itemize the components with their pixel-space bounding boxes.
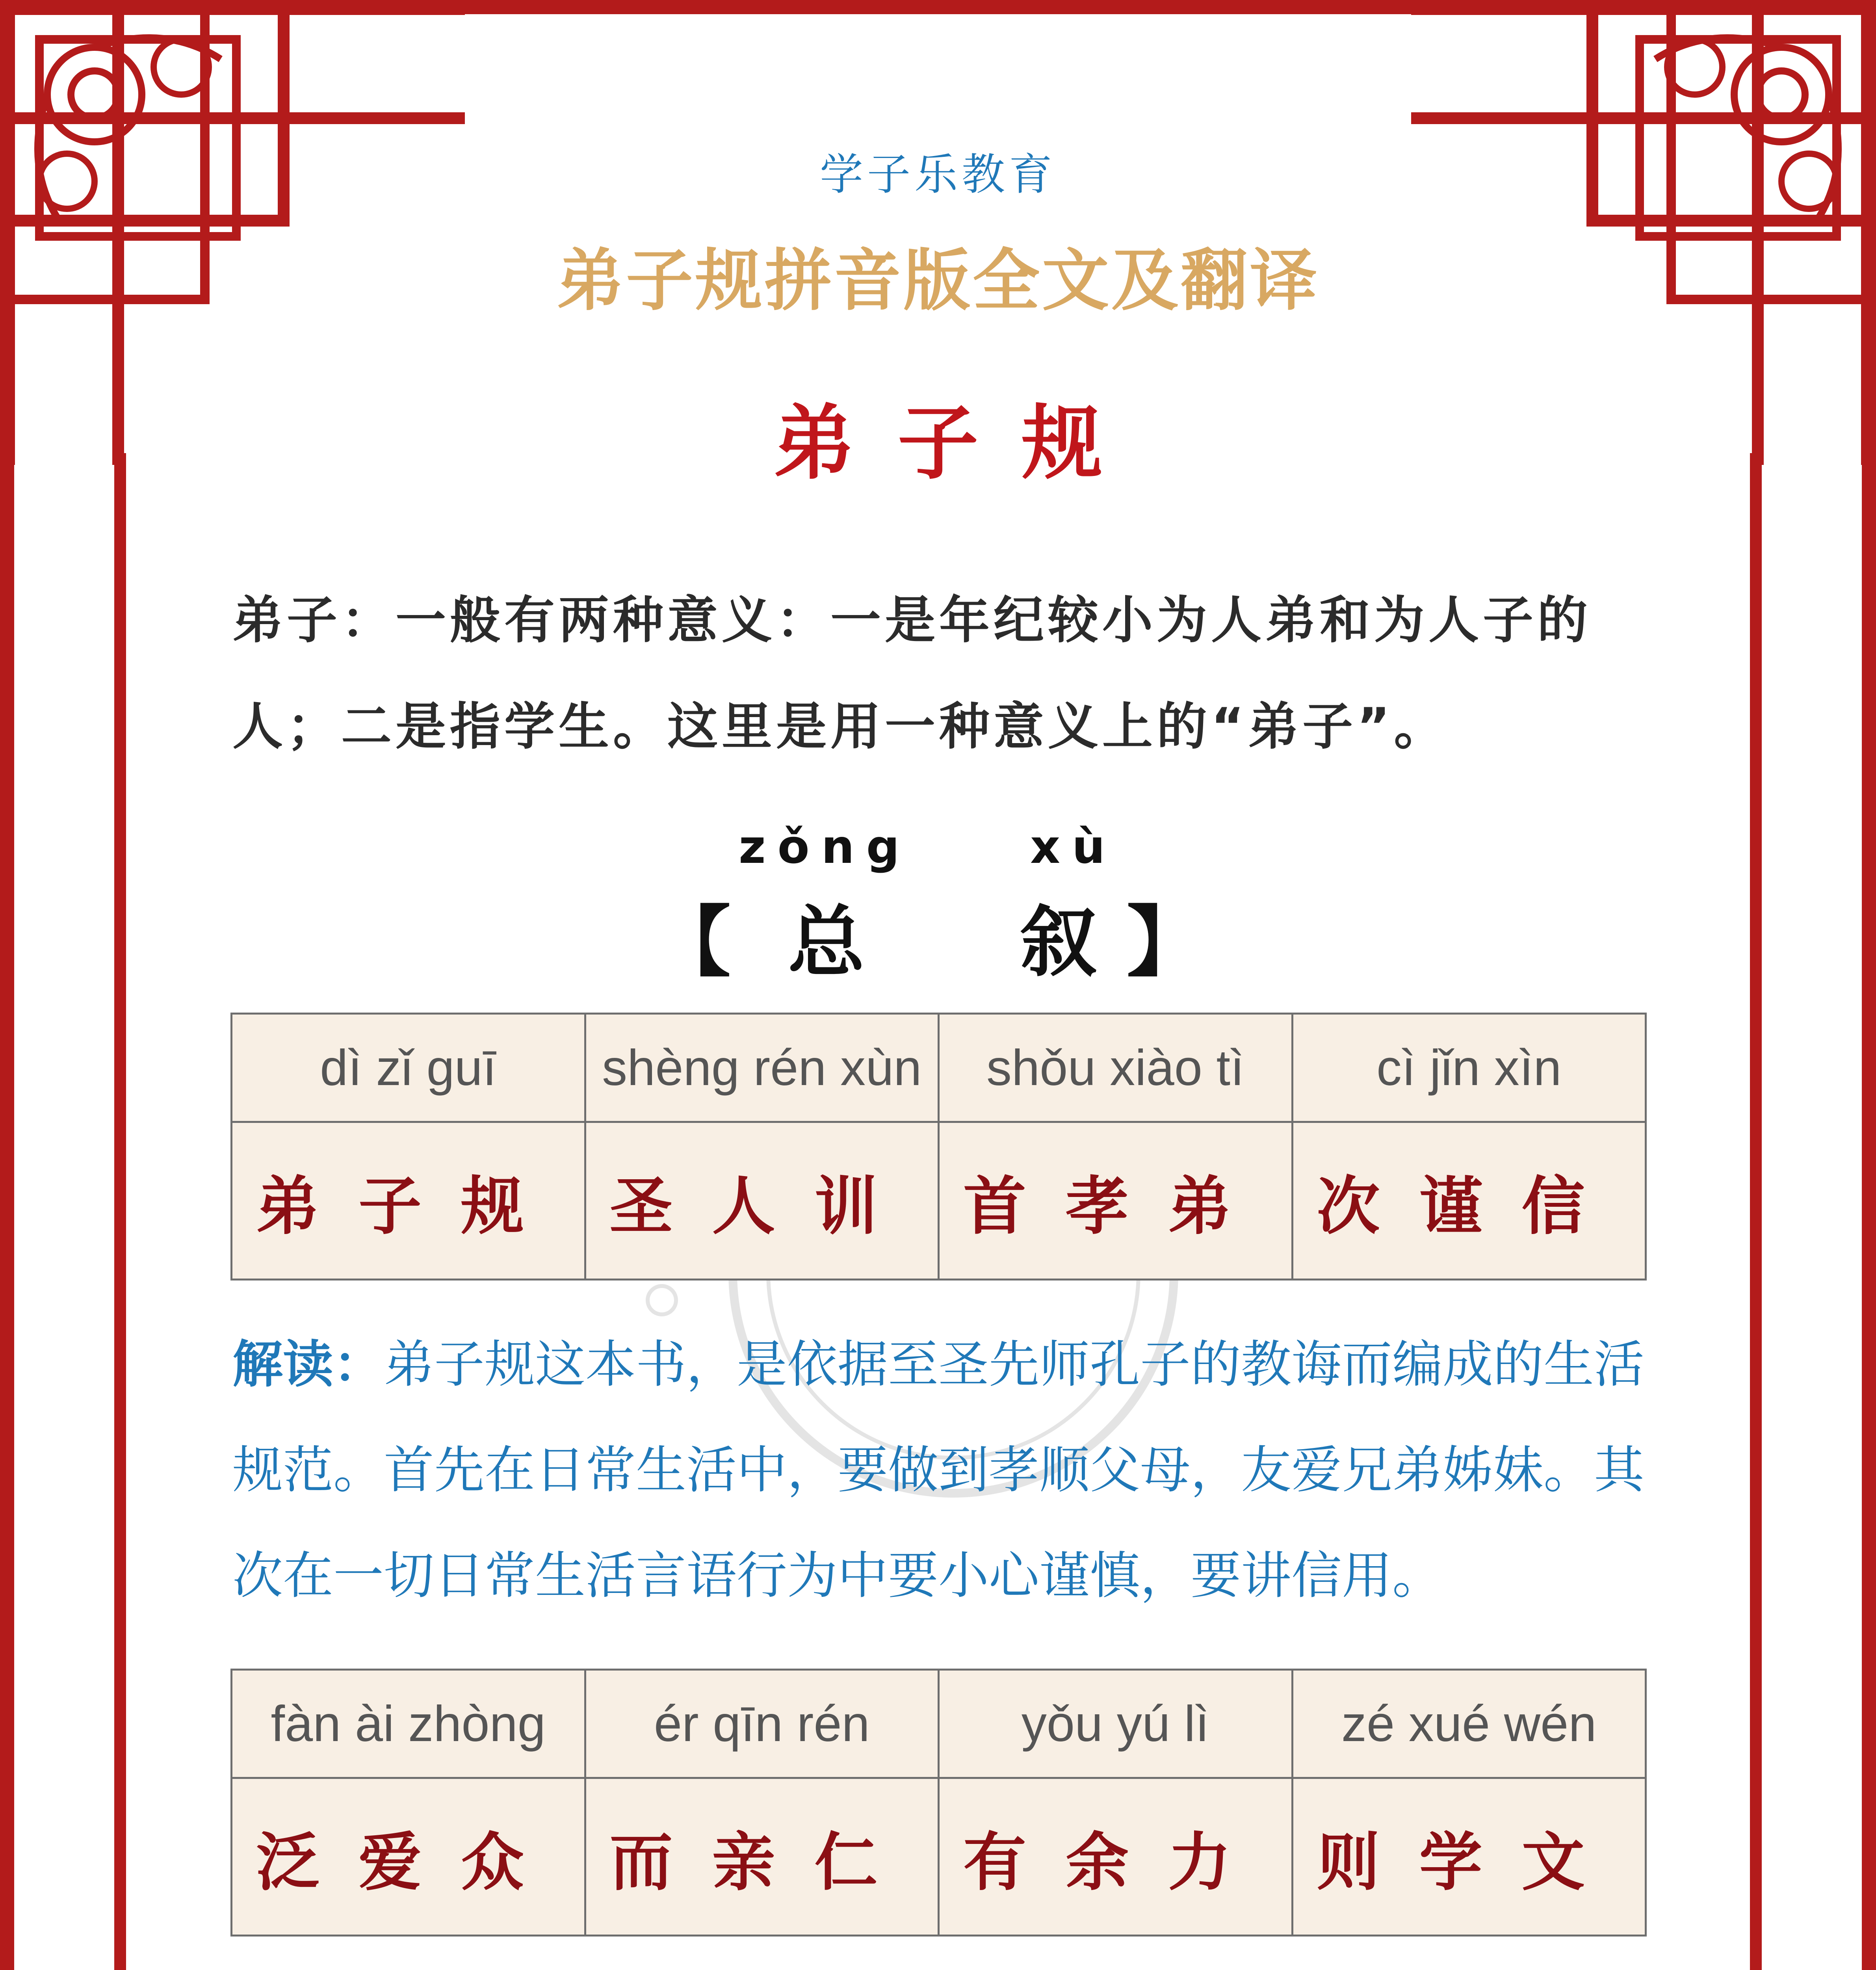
interpretation-text: 弟子规这本书，是依据至圣先师孔子的教诲而编成的生活规范。首先在日常生活中，要做到孝顺父母，友爱兄弟姊妹。其次在一切日常生活言语行为中要小心谨慎，要讲信用。 bbox=[232, 1335, 1645, 1605]
pinyin-cell: shǒu xiào tì bbox=[939, 1014, 1293, 1122]
verse-table-2 bbox=[230, 1669, 1647, 1937]
intro-paragraph: 弟子：一般有两种意义：一是年纪较小为人弟和为人子的人；二是指学生。这里是用一种意义上的“弟子”。 bbox=[232, 591, 1592, 756]
pinyin-cell: yǒu yú lì bbox=[939, 1670, 1293, 1778]
section-bracket-close: 】 bbox=[1127, 898, 1204, 987]
section-pinyin-2: xù bbox=[1030, 820, 1117, 874]
section-pinyin-1: zǒng bbox=[739, 820, 912, 874]
hanzi-row bbox=[232, 1122, 1646, 1280]
hanzi-cell: 而亲仁 bbox=[585, 1778, 939, 1936]
frame-inner-right-line bbox=[1750, 453, 1762, 1970]
interpretation-label: 解读： bbox=[232, 1335, 384, 1394]
section-pinyin bbox=[0, 820, 1876, 875]
section-heading bbox=[0, 881, 1876, 987]
hanzi-cell: 首孝弟 bbox=[939, 1122, 1293, 1280]
frame-inner-left-line bbox=[114, 453, 126, 1970]
book-title: 弟子规 bbox=[773, 397, 1146, 491]
section-char-2: 叙 bbox=[1020, 898, 1097, 987]
hanzi-cell: 泛爱众 bbox=[232, 1778, 585, 1936]
verse-table-1 bbox=[230, 1013, 1647, 1280]
interpretation-1 bbox=[232, 1312, 1651, 1629]
pinyin-row bbox=[232, 1014, 1646, 1122]
section-char-1: 总 bbox=[788, 898, 865, 987]
hanzi-cell: 有余力 bbox=[939, 1778, 1293, 1936]
hanzi-row bbox=[232, 1778, 1646, 1936]
interpretation-2 bbox=[232, 1968, 1651, 1970]
section-bracket-open: 【 bbox=[654, 898, 731, 987]
pinyin-cell: zé xué wén bbox=[1292, 1670, 1646, 1778]
hanzi-cell: 圣人训 bbox=[585, 1122, 939, 1280]
hanzi-cell: 次谨信 bbox=[1292, 1122, 1646, 1280]
hanzi-cell: 弟子规 bbox=[232, 1122, 585, 1280]
pinyin-cell: cì jǐn xìn bbox=[1292, 1014, 1646, 1122]
brand-name: 学子乐教育 bbox=[820, 149, 1056, 200]
document-title: 弟子规拼音版全文及翻译 bbox=[556, 242, 1319, 320]
pinyin-cell: dì zǐ guī bbox=[232, 1014, 585, 1122]
hanzi-cell: 则学文 bbox=[1292, 1778, 1646, 1936]
pinyin-cell: ér qīn rén bbox=[585, 1670, 939, 1778]
pinyin-cell: shèng rén xùn bbox=[585, 1014, 939, 1122]
pinyin-row bbox=[232, 1670, 1646, 1778]
pinyin-cell: fàn ài zhòng bbox=[232, 1670, 585, 1778]
